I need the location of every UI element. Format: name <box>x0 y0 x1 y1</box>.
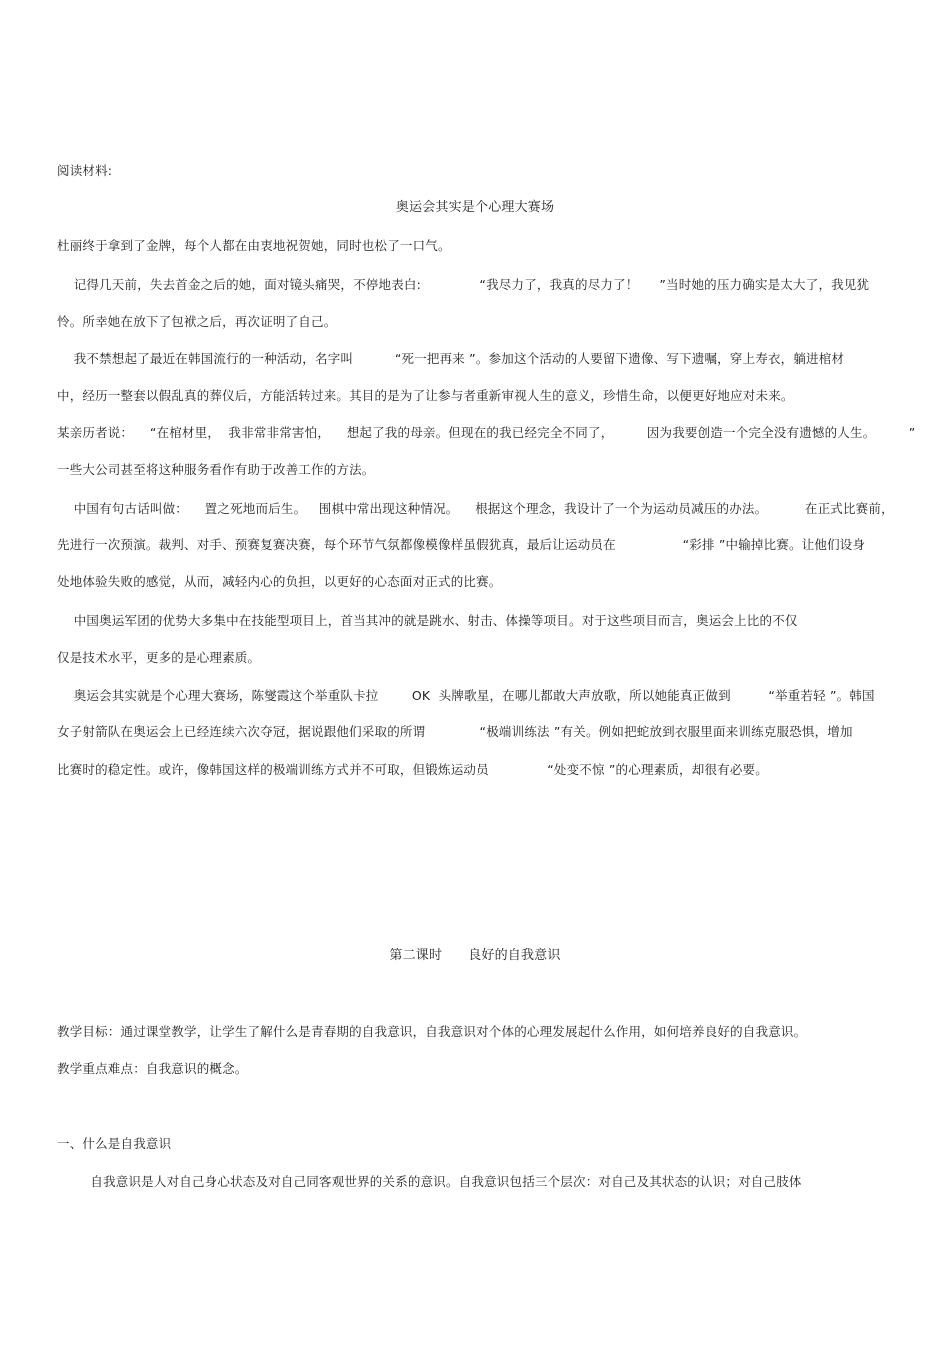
article-title: 奥运会其实是个心理大赛场 <box>395 200 555 215</box>
paragraph-line: 处地体验失败的感觉，从而，减轻内心的负担，以更好的心态面对正式的比赛。 <box>57 574 502 589</box>
paragraph-line: 女子射箭队在奥运会上已经连续六次夺冠，据说跟他们采取的所谓 “极端训练法 ”有关。例如把蛇放到衣服里面来训练克服恐惧，增加 <box>57 724 853 739</box>
section-title: 一、什么是自我意识 <box>57 1136 172 1151</box>
section-text: 自我意识是人对自己身心状态及对自己同客观世界的关系的意识。自我意识包括三个层次：对自己及其状态的认识；对自己肢体 <box>57 1174 802 1189</box>
paragraph-line: 奥运会其实就是个心理大赛场，陈燮霞这个举重队卡拉 OK 头牌歌星，在哪儿都敢大声放歌，所以她能真正做到 “举重若轻 ”。韩国 <box>57 688 875 703</box>
paragraph-line: 仅是技术水平，更多的是心理素质。 <box>57 650 261 665</box>
paragraph-line: 一些大公司甚至将这种服务看作有助于改善工作的方法。 <box>57 462 375 477</box>
lesson-heading: 第二课时 良好的自我意识 <box>389 948 561 963</box>
paragraph-line: 中，经历一整套以假乱真的葬仪后，方能活转过来。其目的是为了让参与者重新审视人生的意义，珍惜生命，以便更好地应对未来。 <box>57 388 794 403</box>
paragraph-line: 记得几天前，失去首金之后的她，面对镜头痛哭，不停地表白: “我尽力了，我真的尽力了！ ”当时她的压力确实是太大了，我见犹 <box>57 277 870 292</box>
reading-label: 阅读材料: <box>57 163 113 178</box>
teaching-goal: 教学目标：通过课堂教学，让学生了解什么是青春期的自我意识，自我意识对个体的心理发展起什么作用，如何培养良好的自我意识。 <box>57 1024 807 1039</box>
paragraph-line: 先进行一次预演。裁判、对手、预赛复赛决赛，每个环节气氛都像模像样虽假犹真，最后让运动员在 “彩排 ”中输掉比赛。让他们设身 <box>57 537 866 552</box>
teaching-key-points: 教学重点难点：自我意识的概念。 <box>57 1061 248 1076</box>
paragraph-line: 中国奥运军团的优势大多集中在技能型项目上，首当其冲的就是跳水、射击、体操等项目。对于这些项目而言，奥运会上比的不仅 <box>57 613 798 628</box>
paragraph-line: 比赛时的稳定性。或许，像韩国这样的极端训练方式并不可取，但锻炼运动员 “处变不惊 ”的心理素质，却很有必要。 <box>57 762 768 777</box>
paragraph-line: 中国有句古话叫做： 置之死地而后生。 围棋中常出现这种情况。 根据这个理念，我设计了一个为运动员减压的办法。 在正式比赛前， <box>57 501 894 516</box>
paragraph-line: 某亲历者说： “在棺材里， 我非常非常害怕， 想起了我的母亲。但现在的我已经完全不同了， 因为我要创造一个完全没有遗憾的人生。 ” <box>57 425 916 440</box>
paragraph-line: 怜。所幸她在放下了包袱之后，再次证明了自己。 <box>57 314 337 329</box>
paragraph-line: 我不禁想起了最近在韩国流行的一种活动，名字叫 “死一把再来 ”。参加这个活动的人要留下遗像、写下遗嘱，穿上寿衣，躺进棺材 <box>57 351 845 366</box>
paragraph-line: 杜丽终于拿到了金牌，每个人都在由衷地祝贺她，同时也松了一口气。 <box>57 238 451 253</box>
